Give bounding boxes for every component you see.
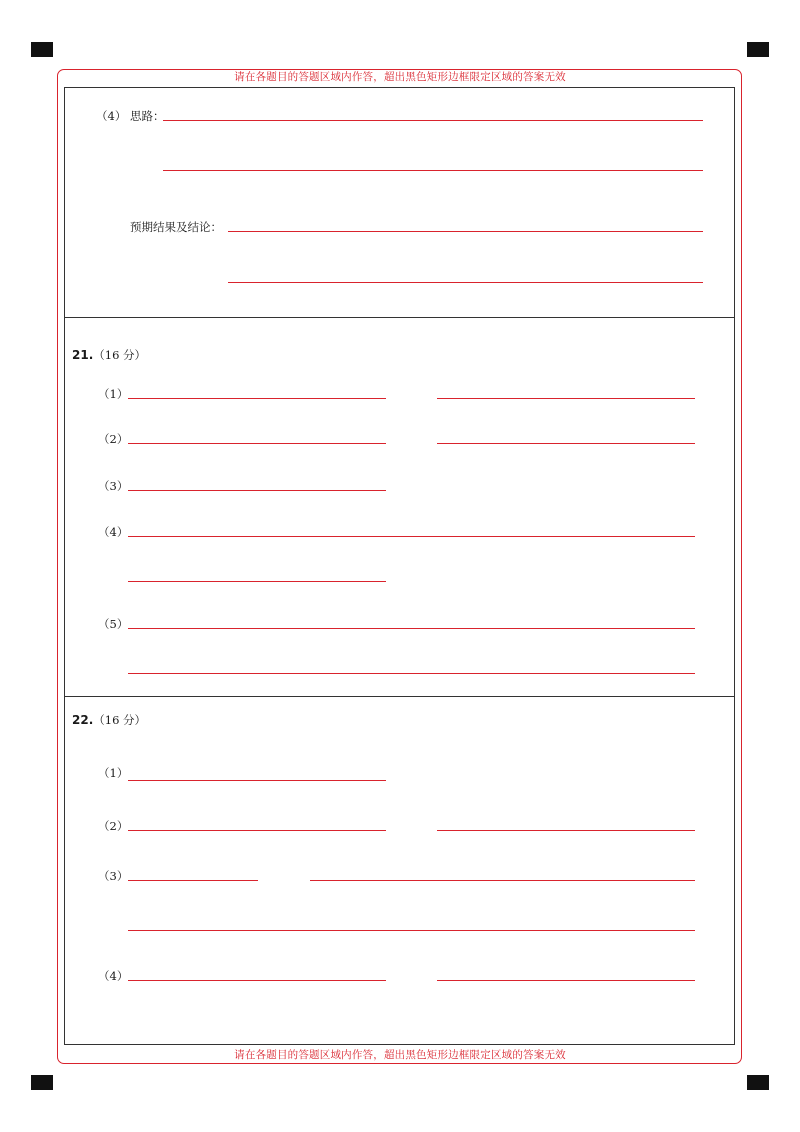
q21-title	[72, 348, 146, 362]
q20-part4-label: （4）	[96, 109, 127, 123]
q21-part2-label: （2）	[98, 432, 129, 446]
q21-part4-answer-line-2[interactable]	[128, 581, 386, 582]
top-warning-text: 请在各题目的答题区域内作答，超出黑色矩形边框限定区域的答案无效	[234, 71, 566, 83]
q20-result-answer-line-2[interactable]	[228, 282, 703, 283]
q21-part3-label: （3）	[98, 479, 129, 493]
q21-part5-label: （5）	[98, 617, 129, 631]
q22-part3-answer-line-1[interactable]	[128, 880, 258, 881]
q22-part3-answer-line-2[interactable]	[310, 880, 695, 881]
q21-part1-answer-line-1[interactable]	[128, 398, 386, 399]
q22-number: 22.	[72, 713, 94, 727]
q21-points: （16 分）	[93, 348, 147, 362]
q20-idea-answer-line-1[interactable]	[163, 120, 703, 121]
q21-part2-answer-line-2[interactable]	[437, 443, 695, 444]
q21-part5-answer-line-1[interactable]	[128, 628, 695, 629]
q22-part4-answer-line-2[interactable]	[437, 980, 695, 981]
q21-part2-answer-line-1[interactable]	[128, 443, 386, 444]
q21-part3-answer-line[interactable]	[128, 490, 386, 491]
q21-part5-answer-line-2[interactable]	[128, 673, 695, 674]
registration-mark-top-right	[747, 42, 769, 57]
q22-part2-label: （2）	[98, 819, 129, 833]
registration-mark-bottom-left	[31, 1075, 53, 1090]
q21-number: 21.	[72, 348, 94, 362]
q22-points: （16 分）	[93, 713, 147, 727]
q20-result-label: 预期结果及结论：	[130, 220, 222, 234]
q22-part2-answer-line-1[interactable]	[128, 830, 386, 831]
registration-mark-bottom-right	[747, 1075, 769, 1090]
q22-part1-label: （1）	[98, 766, 129, 780]
q22-part3-label: （3）	[98, 869, 129, 883]
section-divider-q21-q22	[64, 696, 735, 697]
bottom-warning-text: 请在各题目的答题区域内作答，超出黑色矩形边框限定区域的答案无效	[234, 1049, 566, 1061]
q21-part1-label: （1）	[98, 387, 129, 401]
q21-part4-answer-line-1[interactable]	[128, 536, 695, 537]
section-divider-q20-q21	[64, 317, 735, 318]
q22-part2-answer-line-2[interactable]	[437, 830, 695, 831]
q22-part1-answer-line[interactable]	[128, 780, 386, 781]
q20-idea-label: 思路：	[130, 109, 165, 123]
q20-idea-answer-line-2[interactable]	[163, 170, 703, 171]
q22-title	[72, 713, 146, 727]
q20-result-answer-line-1[interactable]	[228, 231, 703, 232]
q22-part4-label: （4）	[98, 969, 129, 983]
q22-part4-answer-line-1[interactable]	[128, 980, 386, 981]
q22-part3-answer-line-3[interactable]	[128, 930, 695, 931]
registration-mark-top-left	[31, 42, 53, 57]
q21-part1-answer-line-2[interactable]	[437, 398, 695, 399]
q21-part4-label: （4）	[98, 525, 129, 539]
